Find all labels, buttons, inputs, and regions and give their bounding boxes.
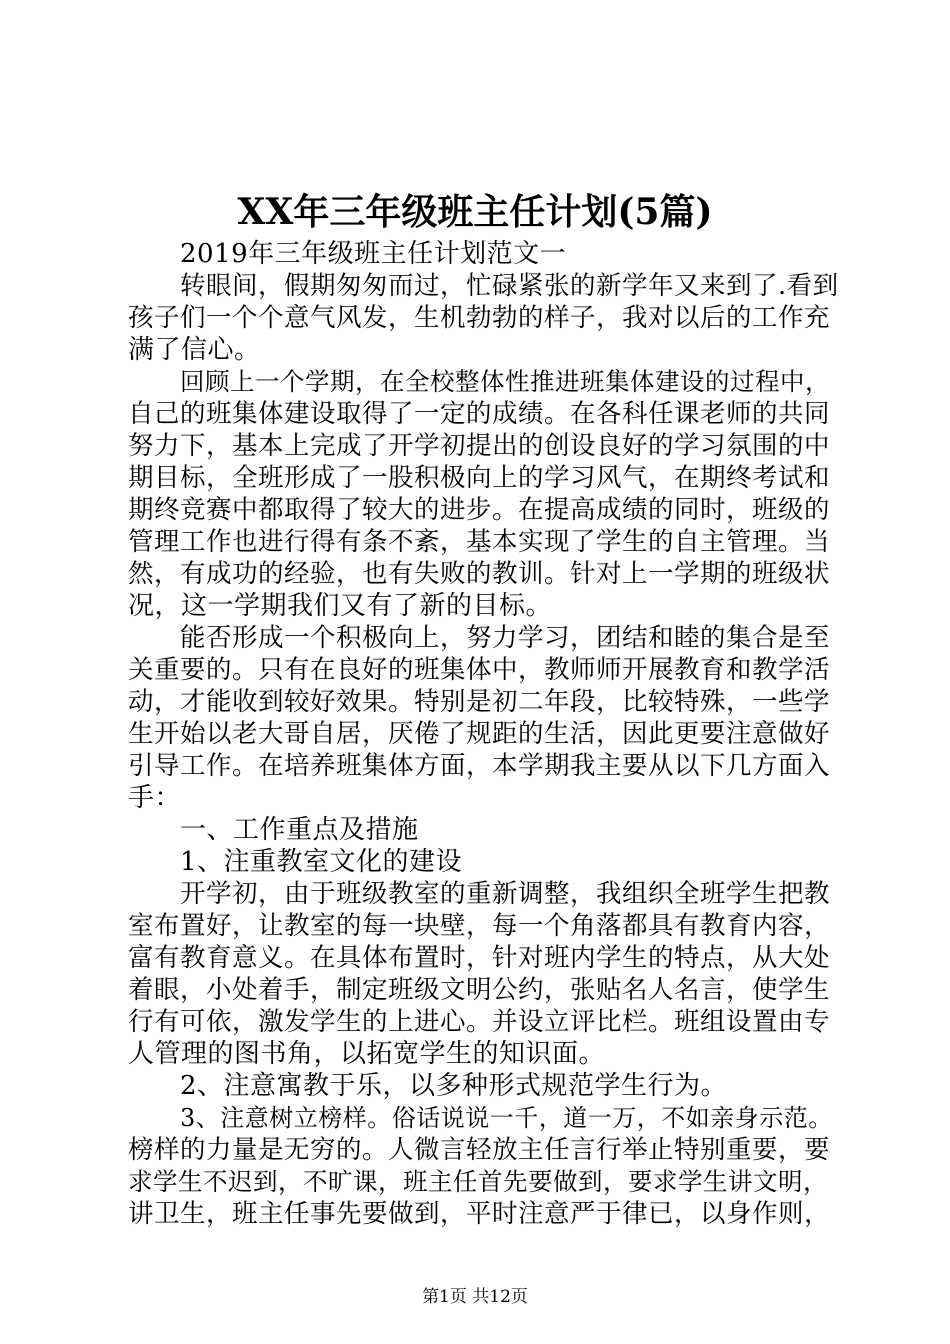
paragraph-line: 行有可依，激发学生的上进心。并设立评比栏。班组设置由专 <box>128 1007 831 1037</box>
paragraph-line: 关重要的。只有在良好的班集体中，教师师开展教育和教学活 <box>128 655 831 685</box>
paragraph-line: 回顾上一个学期，在全校整体性推进班集体建设的过程中， <box>180 367 830 396</box>
paragraph-line: 榜样的力量是无穷的。人微言轻放主任言行举止特别重要，要 <box>128 1135 831 1165</box>
paragraph-line: 期目标，全班形成了一股积极向上的学习风气，在期终考试和 <box>128 463 831 493</box>
paragraph-line: 2019年三年级班主任计划范文一 <box>180 239 567 269</box>
paragraph-line: 孩子们一个个意气风发，生机勃勃的样子，我对以后的工作充 <box>128 303 831 333</box>
paragraph-line: 一、工作重点及措施 <box>180 815 419 845</box>
paragraph-line: 求学生不迟到，不旷课，班主任首先要做到，要求学生讲文明， <box>128 1167 828 1196</box>
page-footer: 第1页 共12页 <box>422 1287 528 1307</box>
document-body <box>128 238 840 1230</box>
paragraph-line: 引导工作。在培养班集体方面，本学期我主要从以下几方面入 <box>128 751 831 781</box>
paragraph-line: 1、注重教室文化的建设 <box>180 847 463 877</box>
paragraph-line: 管理工作也进行得有条不紊，基本实现了学生的自主管理。当 <box>128 527 831 557</box>
paragraph-line: 生开始以老大哥自居，厌倦了规距的生活，因此更要注意做好 <box>128 719 831 749</box>
paragraph-line: 满了信心。 <box>128 335 261 365</box>
paragraph-line: 讲卫生，班主任事先要做到，平时注意严于律已，以身作则， <box>128 1199 831 1229</box>
paragraph-line: 着眼，小处着手，制定班级文明公约，张贴名人名言，使学生 <box>128 975 831 1005</box>
paragraph-line: 然，有成功的经验，也有失败的教训。针对上一学期的班级状 <box>128 559 831 589</box>
paragraph-line: 转眼间，假期匆匆而过，忙碌紧张的新学年又来到了.看到 <box>180 271 839 301</box>
paragraph-line: 3、注意树立榜样。俗话说说一千，道一万，不如亲身示范。 <box>180 1104 833 1132</box>
paragraph-line: 自己的班集体建设取得了一定的成绩。在各科任课老师的共同 <box>128 399 831 429</box>
paragraph-line: 室布置好，让教室的每一块壁，每一个角落都具有教育内容， <box>128 911 831 941</box>
paragraph-line: 能否形成一个积极向上，努力学习，团结和睦的集合是至 <box>180 623 831 653</box>
document-title: XX年三年级班主任计划(5篇) <box>237 191 713 233</box>
paragraph-line: 努力下，基本上完成了开学初提出的创设良好的学习氛围的中 <box>128 431 831 461</box>
paragraph-line: 人管理的图书角，以拓宽学生的知识面。 <box>128 1039 606 1069</box>
paragraph-line: 开学初，由于班级教室的重新调整，我组织全班学生把教 <box>180 879 831 909</box>
paragraph-line: 2、注意寓教于乐，以多种形式规范学生行为。 <box>180 1071 728 1101</box>
paragraph-line: 期终竞赛中都取得了较大的进步。在提高成绩的同时，班级的 <box>128 495 831 525</box>
paragraph-line: 况，这一学期我们又有了新的目标。 <box>128 591 553 621</box>
paragraph-line: 富有教育意义。在具体布置时，针对班内学生的特点，从大处 <box>128 943 831 973</box>
paragraph-line: 手： <box>128 783 182 813</box>
paragraph-line: 动，才能收到较好效果。特别是初二年段，比较特殊，一些学 <box>128 687 831 717</box>
